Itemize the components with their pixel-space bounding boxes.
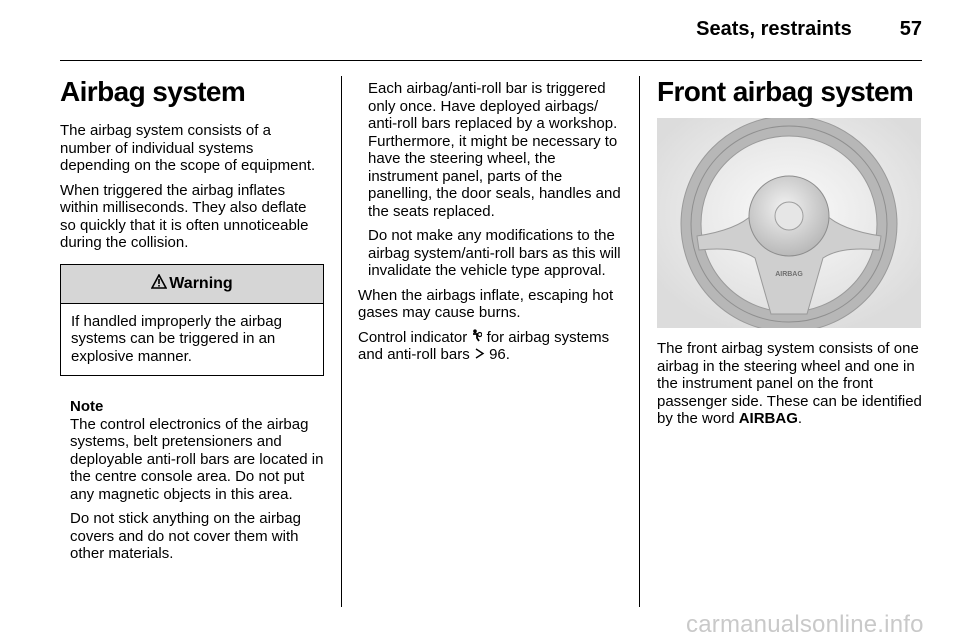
indented-block <box>358 80 624 280</box>
paragraph-control-indicator <box>358 329 624 364</box>
note-title: Note <box>70 398 104 415</box>
note-paragraph: Do not stick anything on the airbag covers and do not cover them with other materials. <box>70 510 301 562</box>
warning-title: Warning <box>169 274 233 292</box>
section-heading-airbag-system: Airbag system <box>60 76 246 107</box>
section-title: Seats, restraints <box>696 18 852 40</box>
watermark: carmanualsonline.info <box>686 611 924 638</box>
page-number: 57 <box>899 18 922 40</box>
text-fragment: for airbag systems and anti-roll bars <box>358 328 610 363</box>
column-3 <box>657 76 927 435</box>
column-divider-2 <box>639 76 640 607</box>
column-2 <box>358 80 624 371</box>
warning-triangle-icon <box>151 274 167 293</box>
steering-wheel-image <box>657 118 921 328</box>
note-block <box>60 398 324 563</box>
airbag-word: AIRBAG <box>738 410 798 427</box>
text-fragment: . <box>797 410 803 427</box>
header-rule <box>60 60 922 61</box>
paragraph: When triggered the airbag inflates within milliseconds. They also deflate so quickly that it is often unnoticeable during the collision. <box>60 181 309 251</box>
warning-box <box>60 264 324 377</box>
section-heading-front-airbag: Front airbag system <box>657 76 914 107</box>
column-1 <box>60 76 324 570</box>
paragraph: Do not make any modifications to the airbag system/anti-roll bars as this will invalidate the vehicle type approval. <box>368 227 621 279</box>
text-fragment: The front airbag system consists of one airbag in the steering wheel and one in the instrument panel on the front passenger side. These can be identified by the word <box>657 340 922 427</box>
column-divider-1 <box>341 76 342 607</box>
paragraph: Each airbag/anti-roll bar is triggered only once. Have deployed airbags/ anti-roll bars replaced by a workshop. Furthermore, it might be necessary to have the steering wheel, the instrument panel, parts of the panelling, the door seals, handles and the seats replaced. <box>368 80 621 220</box>
page-reference-arrow-icon <box>474 346 489 363</box>
page-reference: 96. <box>489 346 510 363</box>
airbag-label: AIRBAG <box>775 271 803 278</box>
paragraph-front-airbag <box>657 340 927 428</box>
warning-text: If handled improperly the airbag systems can be triggered in an explosive manner. <box>71 312 282 365</box>
warning-header <box>61 265 323 304</box>
text-fragment: Control indicator <box>358 328 468 346</box>
paragraph: When the airbags inflate, escaping hot gases may cause burns. <box>358 286 614 321</box>
note-paragraph: The control electronics of the airbag systems, belt pretensioners and deployable anti-roll bars are located in the centre console area. Do not put any magnetic objects in this area. <box>70 415 324 503</box>
airbag-indicator-icon <box>471 329 486 346</box>
paragraph: The airbag system consists of a number of individual systems depending on the scope of equipment. <box>60 122 316 174</box>
page-header <box>696 18 922 41</box>
